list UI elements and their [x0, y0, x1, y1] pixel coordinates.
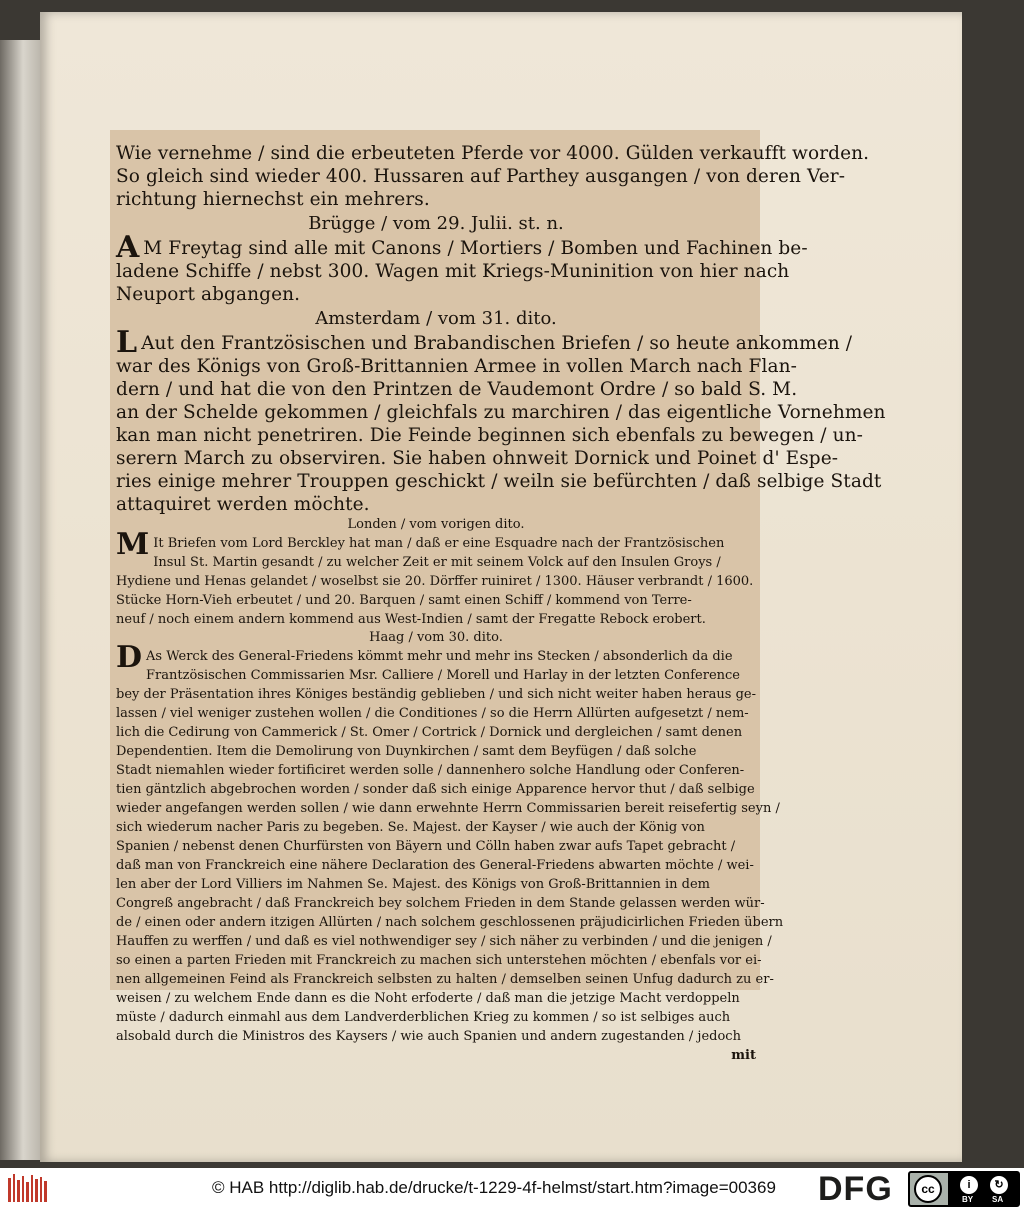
text-line: ries einige mehrer Trouppen geschickt / weiln sie befürchten / daß selbige Stadt [116, 471, 882, 492]
by-label: BY [962, 1195, 974, 1204]
text-line: Insul St. Martin gesandt / zu welcher Zeit er mit seinem Volck auf den Insulen Groys / [153, 555, 721, 570]
londen-paragraph [116, 527, 756, 629]
text-line: As Werck des General-Friedens kömmt mehr und mehr ins Stecken / absonderlich da die [146, 649, 733, 664]
text-line: neuf / noch einem andern kommend aus West-Indien / samt der Fregatte Rebock erobert. [116, 612, 706, 627]
cc-license-badge[interactable] [908, 1171, 1020, 1207]
hab-logo-icon [6, 1172, 48, 1206]
text-line: tien gäntzlich abgebrochen worden / sonder daß sich einige Apparence hervor thut / daß selbige [116, 782, 755, 797]
scanned-page [40, 12, 962, 1162]
text-line: alsobald durch die Ministros des Kaysers / wie auch Spanien und andern zugestanden / jedoch [116, 1029, 741, 1044]
text-line: nen allgemeinen Feind als Franckreich selbsten zu halten / demselben seinen Unfug dadurch zu er- [116, 972, 774, 987]
text-line: It Briefen vom Lord Berckley hat man / daß er eine Esquadre nach der Frantzösischen [153, 536, 725, 551]
text-line: de / einen oder andern itzigen Allürten / nach solchem geschlossenen präjudicirlichen Frieden übern [116, 915, 784, 930]
text-line: weisen / zu welchem Ende dann es die Noht erfoderte / daß man die jetzige Macht verdoppeln [116, 991, 740, 1006]
text-line: So gleich sind wieder 400. Hussaren auf Parthey ausgangen / von deren Ver- [116, 166, 846, 187]
text-line: Stücke Horn-Vieh erbeutet / und 20. Barquen / samt einen Schiff / kommend von Terre- [116, 593, 692, 608]
text-line: bey der Präsentation ihres Königes beständig geblieben / und sich nicht weiter haben heraus ge- [116, 687, 756, 702]
text-line: an der Schelde gekommen / gleichfals zu marchiren / das eigentliche Vornehmen [116, 402, 886, 423]
text-line: ladene Schiffe / nebst 300. Wagen mit Kriegs-Muninition von hier nach [116, 261, 790, 282]
text-line: Hauffen zu werffen / und daß es viel nothwendiger sey / sich näher zu verbinden / und die jenigen / [116, 934, 772, 949]
text-line: Frantzösischen Commissarien Msr. Calliere / Morell und Harlay in der letzten Conference [146, 668, 740, 683]
heading-brugge: Brügge / vom 29. Julii. st. n. [308, 213, 564, 234]
text-line: serern March zu observiren. Sie haben ohnweit Dornick und Poinet d' Espe- [116, 448, 839, 469]
text-line: attaquiret werden möchte. [116, 494, 370, 515]
brugge-paragraph [116, 230, 808, 306]
cc-icon: cc [914, 1175, 942, 1203]
text-line: Dependentien. Item die Demolirung von Duynkirchen / samt dem Beyfügen / daß solche [116, 744, 697, 759]
text-line: dern / und hat die von den Printzen de Vaudemont Ordre / so bald S. M. [116, 379, 798, 400]
text-line: wieder angefangen werden sollen / wie dann erwehnte Herrn Commissarien bereit reisefertig seyn / [116, 801, 780, 816]
text-line: len aber der Lord Villiers im Nahmen Se. Majest. des Königs von Groß-Brittannien in dem [116, 877, 710, 892]
text-line: sich wiederum nacher Paris zu begeben. Se. Majest. der Kayser / wie auch der König von [116, 820, 705, 835]
text-line: Stadt niemahlen wieder fortificiret werden solle / dannenhero solche Handlung oder Conferen- [116, 763, 745, 778]
catchword: mit [731, 1048, 756, 1063]
text-line: war des Königs von Groß-Brittannien Armee in vollen March nach Flan- [116, 356, 797, 377]
text-line: daß man von Franckreich eine nähere Declaration des General-Friedens abwarten möchte / wei- [116, 858, 754, 873]
text-line: lassen / viel weniger zustehen wollen / die Conditiones / so die Herrn Allürten aufgesetzt / nem- [116, 706, 749, 721]
text-line: Aut den Frantzösischen und Brabandischen Briefen / so heute ankommen / [141, 333, 853, 354]
text-line: Neuport abgangen. [116, 284, 301, 305]
heading-amsterdam: Amsterdam / vom 31. dito. [315, 308, 557, 329]
heading-londen: Londen / vom vorigen dito. [347, 517, 525, 532]
printed-text-block [110, 130, 886, 1063]
amsterdam-paragraph [116, 325, 886, 516]
source-url[interactable]: © HAB http://diglib.hab.de/drucke/t-1229-4f-helmst/start.htm?image=00369 [212, 1178, 776, 1197]
dropcap-londen: M [116, 527, 150, 562]
text-line: Wie vernehme / sind die erbeuteten Pferde vor 4000. Gülden verkaufft worden. [116, 143, 870, 164]
text-line: Hydiene und Henas gelandet / woselbst sie 20. Dörffer ruiniret / 1300. Häuser verbrandt / 1600. [116, 574, 754, 589]
heading-haag: Haag / vom 30. dito. [369, 630, 503, 645]
cc-license-strip [948, 1173, 1018, 1205]
haag-paragraph [116, 640, 784, 1046]
text-line: kan man nicht penetriren. Die Feinde beginnen sich ebenfals zu bewegen / un- [116, 425, 864, 446]
text-line: richtung hiernechst ein mehrers. [116, 189, 430, 210]
sa-label: SA [992, 1195, 1004, 1204]
text-line: so einen a parten Frieden mit Franckreich zu machen sich unterstehen möchten / ebenfals vor ei- [116, 953, 762, 968]
opening-paragraph [116, 142, 870, 211]
left-page-edge [0, 40, 42, 1160]
by-attribution-icon: i [960, 1176, 978, 1194]
share-alike-icon: ↻ [990, 1176, 1008, 1194]
text-line: Congreß angebracht / daß Franckreich bey solchem Frieden in dem Stande gelassen werden wür- [116, 896, 765, 911]
dropcap-brugge: A [116, 230, 140, 265]
text-line: Spanien / nebenst denen Churfürsten von Bäyern und Cölln haben zwar aufs Tapet gebracht / [116, 839, 736, 854]
text-line: M Freytag sind alle mit Canons / Mortiers / Bomben und Fachinen be- [143, 238, 808, 259]
dropcap-amsterdam: L [116, 325, 138, 360]
text-line: müste / dadurch einmahl aus dem Landverderblichen Krieg zu kommen / so ist selbiges auch [116, 1010, 731, 1025]
footer-bar [0, 1168, 1024, 1210]
text-line: lich die Cedirung von Cammerick / St. Omer / Cortrick / Dornick und dergleichen / samt denen [116, 725, 743, 740]
dfg-logo: DFG [818, 1170, 893, 1208]
dropcap-haag: D [116, 640, 143, 675]
